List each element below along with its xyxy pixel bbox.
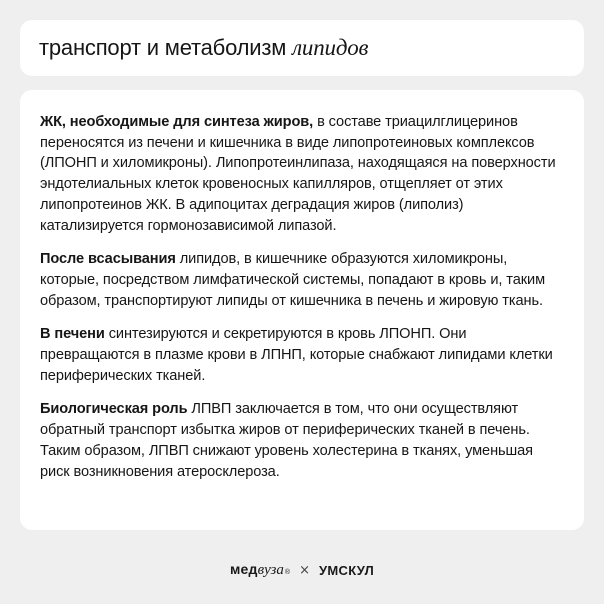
content-card (20, 90, 584, 530)
medvuza-logo-bold: мед (229, 561, 258, 577)
medvuza-logo (230, 561, 290, 579)
paragraph-lead: ЖК, необходимые для синтеза жиров, (40, 114, 314, 130)
paragraph-lead: Биологическая роль (40, 401, 188, 418)
paragraph-text: в составе триацилглицеринов переносятся из печени и кишечника в виде липопротеиновых комплексов (ЛПОНП и хиломикроны). Липопротеинлипаза, находящаяся на поверхности эндотелиальных клеток кровеносных капилляров, отщепляет от этих липопротеинов ЖК. В адипоцитах деградация жиров (липолиз) катализируется гормонозависимой липазой. (40, 114, 556, 234)
umskul-logo: УМСКУЛ (318, 562, 375, 578)
medvuza-logo-italic: вуза (257, 562, 284, 578)
registered-mark: ® (284, 569, 291, 576)
paragraph-text: ЛПВП заключается в том, что они осуществляют обратный транспорт избытка жиров от периферических тканей в печень. Таким образом, ЛПВП снижают уровень холестерина в тканях, уменьшая риск возникновения атеросклероза. (40, 401, 533, 480)
paragraph-absorption (40, 249, 564, 311)
title-italic: липидов (292, 35, 369, 60)
paragraph-liver (40, 324, 564, 386)
footer (0, 556, 604, 584)
paragraph-lead: После всасывания (40, 251, 176, 268)
paragraph-lead: В печени (40, 326, 105, 343)
cross-separator-icon: × (299, 562, 310, 578)
title-card (20, 20, 584, 76)
paragraph-text: липидов, в кишечнике образуются хиломикроны, которые, посредством лимфатической системы, попадают в кровь и, таким образом, транспортируют липиды от кишечника в печень и жировую ткань. (40, 251, 546, 309)
title-main: транспорт и метаболизм (39, 35, 287, 60)
paragraph-text: синтезируются и секретируются в кровь ЛПОНП. Они превращаются в плазме крови в ЛПНП, которые снабжают липидами клетки периферических тканей. (40, 326, 553, 384)
paragraph-fatty-acids (40, 112, 564, 236)
paragraph-biological-role (40, 399, 564, 482)
page-title (39, 35, 368, 61)
